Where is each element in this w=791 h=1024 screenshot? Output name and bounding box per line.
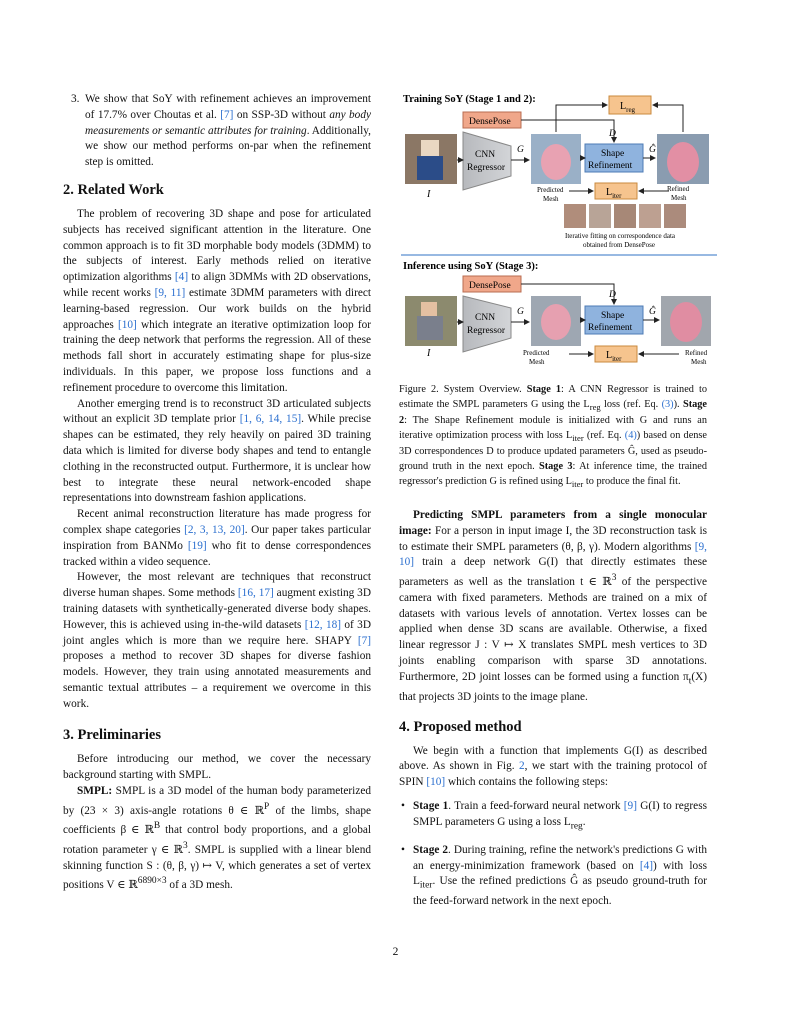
input-image-person-body [417, 316, 443, 340]
contribution-item-3: 3. We show that SoY with refinement achieves an improvement of 17.7% over Choutas et al. [7] on SSP-3D without any body measurements or semantic attributes for training. Additionally, we show our method performs on-par when the refinement step is omitted. [85, 92, 371, 171]
input-image-person [421, 140, 439, 158]
shape-label-1: Shape [601, 149, 625, 159]
liter-label: $L_{iter}$ [606, 350, 622, 363]
cnn-label-1: CNN [475, 313, 496, 323]
paragraph: However, the most relevant are techniques that reconstruct diverse human shapes. Some methods [16, 17] augment existing 3D training datasets with synthetically-generated diverse body shapes. However, this is achieved using in-the-wild datasets [12, 18] of 3D joint angles which is more than we require here. SHAPY [7] proposes a method to recover 3D shapes for diverse fashion models. However, they train using annotated measurements and semantic textual attributes – a requirement we overcome in this work. [63, 571, 371, 710]
iter-thumb [639, 204, 661, 228]
citation-link[interactable]: [4] [174, 271, 189, 284]
label-I: I [427, 189, 431, 200]
paragraph: Recent animal reconstruction literature has made progress for complex shape categories [2, 3, 13, 20]. Our paper takes particular inspiration from BANMo [19] who fit to dense correspondences tracked within a video sequence. [63, 508, 371, 568]
citation-link[interactable]: [9] [623, 799, 637, 812]
equation-link[interactable]: (4) [624, 429, 637, 441]
iter-note-1: Iterative fitting on correspondence data [565, 232, 676, 240]
section-heading-preliminaries: 3. Preliminaries [63, 727, 161, 744]
predicted-mesh-body [541, 144, 571, 180]
predicted-mesh-label: Mesh [543, 195, 559, 203]
cnn-label-2: Regressor [467, 163, 505, 173]
refined-mesh-label: Mesh [691, 358, 707, 366]
equation-link[interactable]: (3) [661, 398, 674, 410]
cnn-regressor-block [463, 296, 511, 352]
predicted-mesh-body [541, 304, 571, 340]
liter-label: $L_{iter}$ [606, 187, 622, 200]
section-heading-related-work: 2. Related Work [63, 181, 164, 198]
arrow [653, 105, 683, 132]
citation-link[interactable]: [16, 17] [237, 587, 274, 600]
citation-link[interactable]: [2, 3, 13, 20] [184, 523, 245, 536]
predicted-label: Predicted [537, 186, 564, 194]
infer-title: Inference using SoY (Stage 3): [403, 261, 539, 272]
paragraph: Another emerging trend is to reconstruct 3D articulated subjects without an explicit 3D template prior [1, 6, 14, 15]. While precise shapes can be estimated, they rely heavily on paired 3D training data which is limited for diverse body shapes and tend to entangle clothing in the reconstructed output. Furthermore, it is unclear how best to integrate these neural network-encoded shape representations into downstream fashion applications. [63, 397, 371, 505]
step-1: • Stage 1. Train a feed-forward neural network [9] G(I) to regress SMPL parameters G using a loss $L_{reg}$. [413, 799, 707, 835]
shape-label-1: Shape [601, 311, 625, 321]
lreg-label: $L_{reg}$ [620, 101, 636, 114]
paragraph: Before introducing our method, we cover the necessary background starting with SMPL. [63, 753, 371, 782]
paragraph: SMPL: SMPL is a 3D model of the human body parameterized by (23 × 3) axis-angle rotations θ ∈ ℝ$^P$ of the limbs, shape coefficients β ∈ ℝ$^B$ that control body proportions, and a global rotation parameter γ ∈ ℝ$^3$. SMPL is supplied with a linear blend skinning function S : (θ, β, γ) ↦ V, which generates a set of vertex positions V ∈ ℝ$^{6890\times 3}$ of a 3D mesh. [63, 785, 371, 892]
citation-link[interactable]: [7] [220, 108, 234, 121]
figure-diagram [399, 90, 719, 372]
left-column [63, 92, 371, 894]
citation-link[interactable]: [12, 18] [304, 618, 342, 631]
iter-thumb [589, 204, 611, 228]
refined-label: Refined [685, 349, 708, 357]
citation-link[interactable]: [1, 6, 14, 15] [239, 413, 302, 426]
paragraph: The problem of recovering 3D shape and pose for articulated subjects has received significant attention in the literature. One common approach is to fit 3D morphable body models (3DMM) to the subjects of interest. Early methods relied on iterative optimization algorithms [4] to align 3DMMs with 2D observations, while recent works [9, 11] estimate 3DMM parameters with direct learning-based regression. Our work builds on the hybrid approaches [10] which integrate an iterative optimization loop for training the deep network that performs the regression. All of these methods fall short in accurately estimating shape for plus-size individuals. In this paper, we propose loss functions and a refinement procedure to overcome this limitation. [63, 207, 371, 394]
refined-label: Refined [667, 185, 690, 193]
label-Ghat: Ĝ [649, 307, 656, 317]
citation-link[interactable]: [10] [426, 776, 446, 789]
train-title: Training SoY (Stage 1 and 2): [403, 94, 536, 105]
iter-note-2: obtained from DensePose [583, 241, 655, 249]
citation-link[interactable]: [10] [117, 318, 137, 331]
label-G: G [517, 145, 524, 155]
densepose-label: DensePose [469, 117, 511, 127]
cnn-label-2: Regressor [467, 326, 505, 336]
refined-mesh-body [670, 302, 702, 342]
input-image-person-body [417, 156, 443, 180]
shape-label-2: Refinement [588, 323, 633, 333]
densepose-label: DensePose [469, 281, 511, 291]
predicted-label: Predicted [523, 349, 550, 357]
cnn-regressor-block [463, 132, 511, 190]
citation-link[interactable]: [9, 10] [399, 540, 707, 569]
arrow [556, 105, 607, 132]
iter-thumb [564, 204, 586, 228]
iter-thumb [614, 204, 636, 228]
citation-link[interactable]: [4] [639, 859, 654, 872]
predicted-mesh-label: Mesh [529, 358, 545, 366]
figure-link[interactable]: 2 [518, 760, 525, 773]
citation-link[interactable]: [19] [187, 539, 207, 552]
cnn-label-1: CNN [475, 150, 496, 160]
input-image-person [421, 302, 437, 318]
refined-mesh-body [667, 142, 699, 182]
citation-link[interactable]: [7] [357, 634, 371, 647]
contribution-list [63, 92, 371, 171]
paragraph: Predicting SMPL parameters from a single monocular image: For a person in input image I, the 3D reconstruction task is to estimate their SMPL parameters (θ, β, γ). Modern algorithms [9, 10] train a deep network G(I) that directly estimates these parameters as well as the translation t ∈ ℝ$^3$ of the perspective camera with fixed parameters. Methods are trained on a mix of datasets with various levels of annotation. Vertex losses can be applied when dense 3D scans are available. Otherwise, a fixed linear regressor J : V ↦ X translates SMPL mesh vertices to 3D joints enabling comparison with sparse 3D annotations. Furthermore, 2D joint losses can be formed using a function $\pi_t(X)$ that projects 3D joints to the image plane. [399, 509, 707, 703]
refined-mesh-label: Mesh [671, 194, 687, 202]
label-Ghat: Ĝ [649, 145, 656, 155]
steps-list [399, 799, 707, 910]
right-column [399, 508, 707, 918]
step-2: • Stage 2. During training, refine the network's predictions G with an energy-minimization framework (based on [4]) with loss $L_{iter}$. Use the refined predictions Ĝ as pseudo ground-truth for the feed-forward network in the next epoch. [413, 843, 707, 910]
label-G: G [517, 307, 524, 317]
page-number: 2 [392, 946, 399, 958]
paragraph: We begin with a function that implements G(I) as described above. As shown in Fig. 2, we start with the training protocol of SPIN [10] which contains the following steps: [399, 744, 708, 789]
label-D: D [609, 129, 616, 139]
section-heading-proposed-method: 4. Proposed method [399, 718, 522, 735]
system-overview-figure [399, 90, 719, 491]
shape-label-2: Refinement [588, 161, 633, 171]
label-I: I [427, 348, 431, 359]
label-D: D [609, 290, 616, 300]
iter-thumb [664, 204, 686, 228]
figure-caption: Figure 2. System Overview. Stage 1: A CNN Regressor is trained to estimate the SMPL parameters G using the $L_{reg}$ loss (ref. Eq. (3)). Stage 2: The Shape Refinement module is initialized with G and runs an iterative optimization process with loss $L_{iter}$ (ref. Eq. (4)) based on dense 3D correspondences D to produce updated parameters Ĝ, used as pseudo-ground truth in the next epoch. Stage 3: At inference time, the trained regressor's prediction G is refined using $L_{iter}$ to produce the final fit. [399, 384, 708, 489]
citation-link[interactable]: [9, 11] [154, 286, 186, 299]
